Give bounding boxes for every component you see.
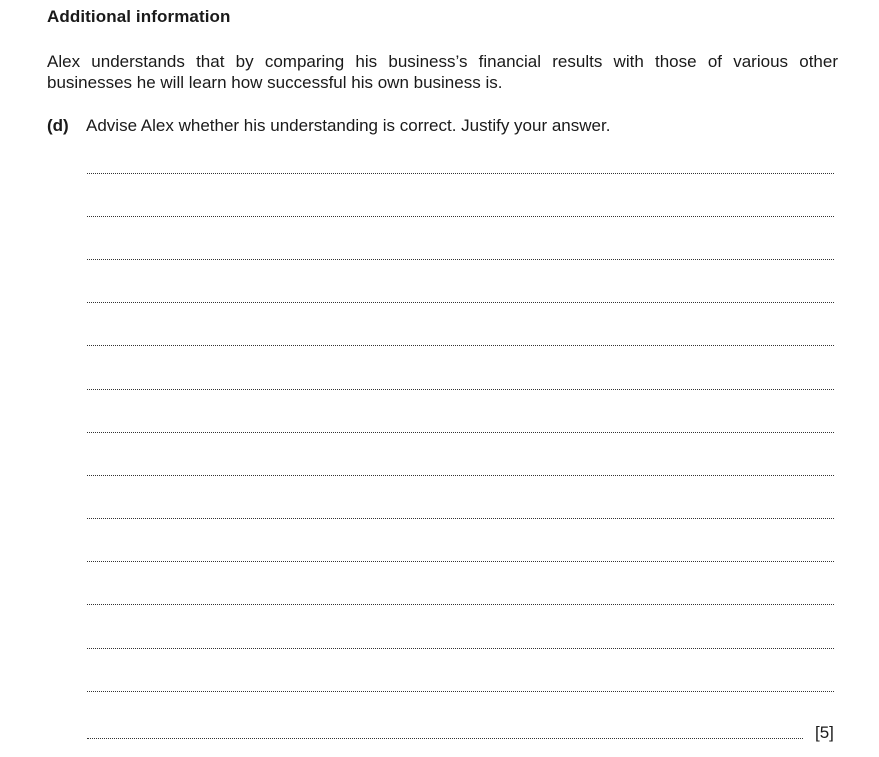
answer-line[interactable] (87, 302, 834, 303)
answer-line[interactable] (87, 561, 834, 562)
section-heading: Additional information (47, 7, 231, 26)
answer-line[interactable] (87, 648, 834, 649)
answer-line[interactable] (87, 518, 834, 519)
question-d (47, 116, 610, 136)
answer-line[interactable] (87, 432, 834, 433)
answer-line[interactable] (87, 604, 834, 605)
question-text: Advise Alex whether his understanding is correct. Justify your answer. (86, 116, 611, 135)
answer-line[interactable] (87, 173, 834, 174)
answer-line[interactable] (87, 216, 834, 217)
answer-line[interactable] (87, 389, 834, 390)
marks-label: [5] (815, 723, 834, 742)
answer-line[interactable] (87, 475, 834, 476)
context-paragraph: Alex understands that by comparing his business’s financial results with those of various other businesses he will learn how successful his own business is. (47, 52, 838, 92)
answer-line[interactable] (87, 345, 834, 346)
answer-line[interactable] (87, 738, 803, 739)
answer-line[interactable] (87, 259, 834, 260)
question-label: (d) (47, 116, 69, 135)
answer-line[interactable] (87, 691, 834, 692)
